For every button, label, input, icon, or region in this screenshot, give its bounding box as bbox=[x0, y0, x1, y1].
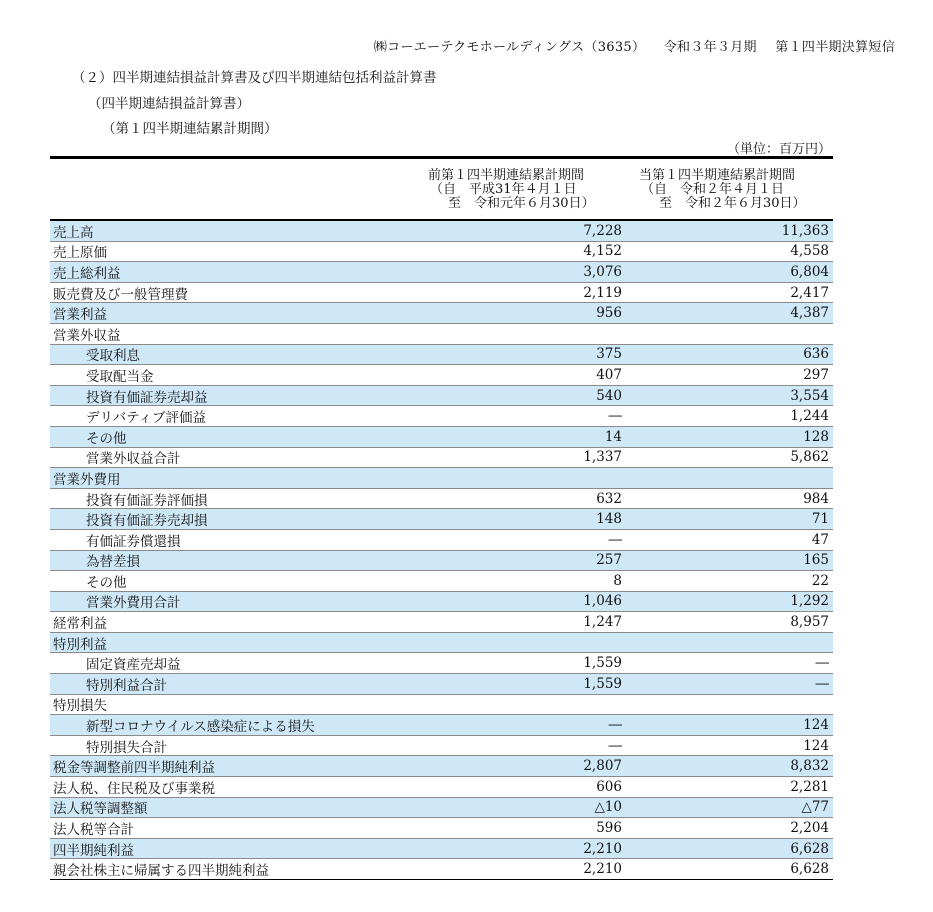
table-row bbox=[50, 756, 833, 777]
value-curr: 165 bbox=[803, 552, 829, 569]
value-curr: 1,292 bbox=[790, 593, 829, 610]
value-prev: ― bbox=[608, 737, 622, 754]
table-body bbox=[50, 221, 833, 880]
page-header bbox=[360, 36, 895, 55]
value-curr: 1,244 bbox=[790, 408, 829, 425]
row-label: 販売費及び一般管理費 bbox=[53, 286, 188, 303]
table-row bbox=[50, 592, 833, 613]
value-curr: 124 bbox=[803, 717, 829, 734]
value-prev: 1,247 bbox=[583, 614, 622, 631]
table-row bbox=[50, 674, 833, 695]
value-curr: 6,628 bbox=[790, 861, 829, 878]
value-prev: 956 bbox=[596, 305, 622, 322]
row-label: 営業利益 bbox=[53, 307, 107, 324]
value-curr: 11,363 bbox=[781, 222, 829, 239]
table-row bbox=[50, 242, 833, 263]
row-label: 四半期純利益 bbox=[53, 842, 134, 859]
value-prev: 2,807 bbox=[583, 758, 622, 775]
row-label: 特別損失 bbox=[53, 698, 107, 715]
company-name: ㈱コーエーテクモホールディングス（3635） bbox=[373, 40, 646, 55]
value-prev: 1,559 bbox=[583, 675, 622, 692]
table-row bbox=[50, 695, 833, 716]
row-label: 投資有価証券売却損 bbox=[86, 513, 208, 530]
row-label: 売上総利益 bbox=[53, 265, 121, 282]
table-row bbox=[50, 798, 833, 819]
fiscal-period: 令和３年３月期 bbox=[663, 40, 757, 55]
section-title: （２）四半期連結損益計算書及び四半期連結包括利益計算書 bbox=[72, 70, 437, 86]
period-title: （第１四半期連結累計期間） bbox=[102, 121, 278, 137]
row-label: 税金等調整前四半期純利益 bbox=[53, 760, 215, 777]
row-label: 法人税等調整額 bbox=[53, 801, 148, 818]
value-prev: 540 bbox=[596, 387, 622, 404]
table-row bbox=[50, 509, 833, 530]
row-label: 固定資産売却益 bbox=[86, 657, 181, 674]
table-row bbox=[50, 365, 833, 386]
report-name: 第１四半期決算短信 bbox=[775, 40, 895, 55]
value-curr: 297 bbox=[803, 366, 829, 383]
table-row bbox=[50, 551, 833, 572]
table-row bbox=[50, 345, 833, 366]
table-header bbox=[50, 159, 833, 221]
value-curr: 6,628 bbox=[790, 840, 829, 857]
column-header-line: 至 令和２年６月30日） bbox=[659, 196, 806, 211]
value-prev: 606 bbox=[596, 778, 622, 795]
row-label: 親会社株主に帰属する四半期純利益 bbox=[53, 863, 269, 880]
table-row bbox=[50, 777, 833, 798]
table-row bbox=[50, 839, 833, 860]
row-label: 為替差損 bbox=[86, 554, 140, 571]
value-curr: 47 bbox=[811, 531, 829, 548]
table-row bbox=[50, 303, 833, 324]
column-header-curr bbox=[639, 159, 833, 219]
value-prev: 1,046 bbox=[583, 593, 622, 610]
table-row bbox=[50, 571, 833, 592]
row-label: 売上高 bbox=[53, 224, 94, 241]
table-row bbox=[50, 612, 833, 633]
value-curr: 3,554 bbox=[790, 387, 829, 404]
value-curr: 636 bbox=[803, 346, 829, 363]
table-row bbox=[50, 262, 833, 283]
row-label: 経常利益 bbox=[53, 616, 107, 633]
income-statement-table bbox=[50, 156, 833, 880]
row-label: 投資有価証券評価損 bbox=[86, 492, 208, 509]
value-curr: △77 bbox=[801, 799, 829, 816]
row-label: 投資有価証券売却益 bbox=[86, 389, 208, 406]
row-label: 法人税、住民税及び事業税 bbox=[53, 780, 215, 797]
row-label: 受取利息 bbox=[86, 348, 140, 365]
table-row bbox=[50, 859, 833, 880]
value-curr: 4,387 bbox=[790, 305, 829, 322]
row-label: 法人税等合計 bbox=[53, 822, 134, 839]
table-row bbox=[50, 736, 833, 757]
table-row bbox=[50, 715, 833, 736]
value-curr: 6,804 bbox=[790, 263, 829, 280]
value-prev: 2,119 bbox=[583, 284, 622, 301]
column-header-prev bbox=[428, 159, 627, 219]
row-label: 営業外費用 bbox=[53, 471, 121, 488]
value-curr: 2,204 bbox=[790, 820, 829, 837]
value-curr: 4,558 bbox=[790, 243, 829, 260]
value-prev: 257 bbox=[596, 552, 622, 569]
table-row bbox=[50, 406, 833, 427]
row-label: 営業外費用合計 bbox=[86, 595, 181, 612]
value-curr: 128 bbox=[803, 428, 829, 445]
row-label: 受取配当金 bbox=[86, 368, 154, 385]
value-prev: ― bbox=[608, 717, 622, 734]
value-prev: 2,210 bbox=[583, 861, 622, 878]
statement-title: （四半期連結損益計算書） bbox=[88, 96, 250, 112]
value-curr: 8,957 bbox=[790, 614, 829, 631]
value-prev: △10 bbox=[594, 799, 622, 816]
table-row bbox=[50, 468, 833, 489]
value-prev: 8 bbox=[613, 572, 622, 589]
table-row bbox=[50, 489, 833, 510]
value-prev: 7,228 bbox=[583, 222, 622, 239]
value-prev: 4,152 bbox=[583, 243, 622, 260]
value-prev: 3,076 bbox=[583, 263, 622, 280]
table-row bbox=[50, 653, 833, 674]
row-label: その他 bbox=[86, 574, 127, 591]
value-curr: 2,417 bbox=[790, 284, 829, 301]
value-curr: 22 bbox=[811, 572, 829, 589]
value-prev: 407 bbox=[596, 366, 622, 383]
column-header-line: 当第１四半期連結累計期間 bbox=[639, 168, 796, 183]
row-label: デリバティブ評価益 bbox=[86, 410, 207, 427]
value-curr: 5,862 bbox=[790, 449, 829, 466]
column-header-line: 前第１四半期連結累計期間 bbox=[428, 168, 585, 183]
header-label-cell bbox=[50, 159, 428, 219]
value-prev: ― bbox=[608, 408, 622, 425]
table-row bbox=[50, 633, 833, 654]
table-row bbox=[50, 818, 833, 839]
value-prev: 596 bbox=[596, 820, 622, 837]
value-prev: 632 bbox=[596, 490, 622, 507]
column-header-line: （自 令和２年４月１日 bbox=[641, 182, 785, 197]
value-curr: 8,832 bbox=[790, 758, 829, 775]
value-curr: 124 bbox=[803, 737, 829, 754]
row-label: 特別損失合計 bbox=[86, 739, 167, 756]
table-row bbox=[50, 427, 833, 448]
value-prev: ― bbox=[608, 531, 622, 548]
row-label: 売上原価 bbox=[53, 245, 107, 262]
value-prev: 14 bbox=[604, 428, 622, 445]
row-label: 新型コロナウイルス感染症による損失 bbox=[86, 719, 315, 736]
value-curr: 2,281 bbox=[790, 778, 829, 795]
table-row bbox=[50, 283, 833, 304]
column-header-line: （自 平成31年４月１日 bbox=[430, 182, 577, 197]
value-prev: 148 bbox=[596, 511, 622, 528]
table-row bbox=[50, 386, 833, 407]
row-label: 特別利益 bbox=[53, 636, 107, 653]
row-label: 特別利益合計 bbox=[86, 677, 167, 694]
row-label: 有価証券償還損 bbox=[86, 533, 181, 550]
row-label: 営業外収益合計 bbox=[86, 451, 181, 468]
value-curr: ― bbox=[815, 655, 829, 672]
value-prev: 2,210 bbox=[583, 840, 622, 857]
table-row bbox=[50, 221, 833, 242]
value-curr: ― bbox=[815, 675, 829, 692]
value-curr: 71 bbox=[811, 511, 829, 528]
row-label: その他 bbox=[86, 430, 127, 447]
table-row bbox=[50, 448, 833, 469]
table-row bbox=[50, 324, 833, 345]
value-prev: 1,337 bbox=[583, 449, 622, 466]
unit-label: （単位：百万円） bbox=[726, 142, 831, 157]
value-prev: 375 bbox=[596, 346, 622, 363]
value-prev: 1,559 bbox=[583, 655, 622, 672]
row-label: 営業外収益 bbox=[53, 327, 121, 344]
column-header-line: 至 令和元年６月30日） bbox=[448, 196, 595, 211]
value-curr: 984 bbox=[803, 490, 829, 507]
table-row bbox=[50, 530, 833, 551]
